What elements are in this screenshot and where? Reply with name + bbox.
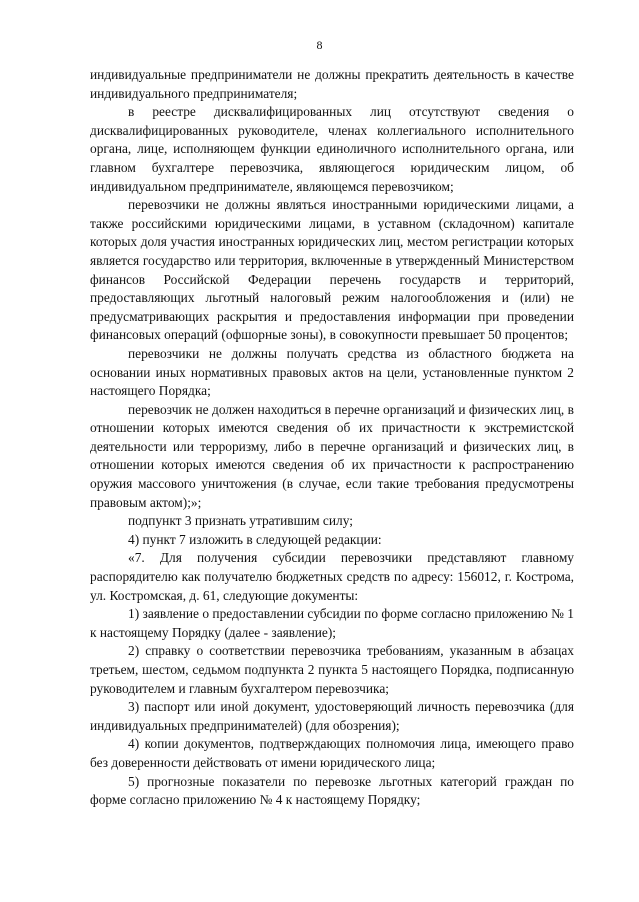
paragraph-12: 4) копии документов, подтверждающих полномочия лица, имеющего право без доверенности действовать от имени юридического лица; [90, 736, 574, 770]
paragraph-13: 5) прогнозные показатели по перевозке льготных категорий граждан по форме согласно приложению № 4 к настоящему Порядку; [90, 773, 574, 808]
paragraph-7: 4) пункт 7 изложить в следующей редакции: [128, 531, 382, 547]
paragraph-4: перевозчики не должны получать средства из областного бюджета на основании иных нормативных правовых актов на цели, установленные пунктом 2 настоящего Порядка; [90, 345, 574, 399]
paragraph-5: перевозчик не должен находиться в перечне организаций и физических лиц, в отношении которых имеются сведения об их причастности к экстремистской деятельности или терроризму, либо в перечне организаций и физических лиц, в отношении которых имеются сведения об их причастности к распространению оружия массового уничтожения (в случае, если такие требования предусмотрены правовым актом);»; [90, 401, 574, 510]
paragraph-6: подпункт 3 признать утратившим силу; [128, 513, 353, 529]
paragraph-2: в реестре дисквалифицированных лиц отсутствуют сведения о дисквалифицированных руководителе, членах коллегиального исполнительного органа, лице, исполняющем функции единоличного исполнительного органа, или главном бухгалтере перевозчика, являющегося юридическим лицом, об индивидуальном предпринимателе, являющемся перевозчиком; [90, 104, 574, 194]
paragraph-3: перевозчики не должны являться иностранными юридическими лицами, а также российскими юридическими лицами, в уставном (складочном) капитале которых доля участия иностранных юридических лиц, местом регистрации которых является государство или территория, включенные в утвержденный Министерством финансов Российской Федерации перечень государств и территорий, предоставляющих льготный налоговый режим налогообложения и (или) не предусматривающих раскрытия и предоставления информации при проведении финансовых операций (офшорные зоны), в совокупности превышает 50 процентов; [90, 197, 574, 343]
paragraph-1: индивидуальные предприниматели не должны прекратить деятельность в качестве индивидуального предпринимателя; [90, 67, 574, 101]
paragraph-9: 1) заявление о предоставлении субсидии по форме согласно приложению № 1 к настоящему Порядку (далее - заявление); [90, 606, 574, 640]
paragraph-8: «7. Для получения субсидии перевозчики представляют главному распорядителю как получателю бюджетных средств по адресу: 156012, г. Кострома, ул. Костромская, д. 61, следующие документы: [90, 550, 574, 603]
document-body [90, 66, 574, 810]
paragraph-11: 3) паспорт или иной документ, удостоверяющий личность перевозчика (для индивидуальных предпринимателей) (для обозрения); [90, 699, 574, 733]
page-number: 8 [316, 38, 323, 52]
paragraph-10: 2) справку о соответствии перевозчика требованиям, указанным в абзацах третьем, шестом, седьмом подпункта 2 пункта 5 настоящего Порядка, подписанную руководителем и главным бухгалтером перевозчика; [90, 643, 574, 696]
